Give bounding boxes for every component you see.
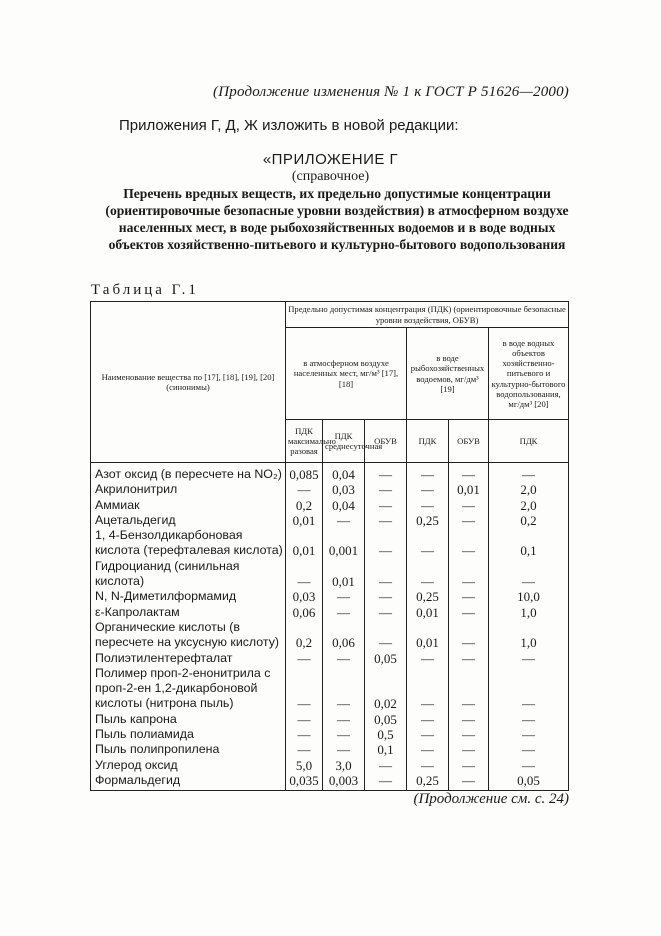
pdk-fish-value: — xyxy=(407,498,449,513)
pdk-fish-value: — xyxy=(407,727,449,742)
obuv-air-value: — xyxy=(365,605,407,620)
pdk-daily-value: — xyxy=(323,742,365,757)
pdk-fish-value: — xyxy=(407,742,449,757)
obuv-air-value: 0,05 xyxy=(365,651,407,666)
pdk-water-value: 0,05 xyxy=(489,773,569,791)
pdk-fish-value: 0,01 xyxy=(407,605,449,620)
obuv-fish-value: — xyxy=(449,528,489,559)
pdk-water-value: 0,1 xyxy=(489,528,569,559)
pdk-max-value: 0,035 xyxy=(286,773,323,791)
substance-name: Азот оксид (в пересчете на NO₂) xyxy=(91,463,286,483)
obuv-air-value: — xyxy=(365,589,407,604)
appendix-title: «ПРИЛОЖЕНИЕ Г xyxy=(262,151,399,168)
pdk-water-value: — xyxy=(489,559,569,590)
pdk-daily-value: — xyxy=(323,651,365,666)
intro-text: Приложения Г, Д, Ж изложить в новой редакции: xyxy=(119,117,459,134)
table-row xyxy=(91,605,569,620)
obuv-fish-value: — xyxy=(449,758,489,773)
substance-name: Формальдегид xyxy=(91,773,286,791)
header-pdk-water: ПДК xyxy=(489,420,569,463)
continuation-header-note: (Продолжение изменения № 1 к ГОСТ Р 51626—2000) xyxy=(213,84,569,100)
obuv-fish-value: — xyxy=(449,727,489,742)
pdk-water-value: — xyxy=(489,742,569,757)
pdk-daily-value: — xyxy=(323,727,365,742)
table-row xyxy=(91,742,569,757)
obuv-air-value: — xyxy=(365,513,407,528)
pdk-fish-value: — xyxy=(407,528,449,559)
pdk-daily-value: — xyxy=(323,513,365,528)
substance-name: Аммиак xyxy=(91,498,286,513)
pdk-fish-value: — xyxy=(407,712,449,727)
table-row xyxy=(91,773,569,791)
obuv-fish-value: — xyxy=(449,620,489,651)
pdk-fish-value: 0,25 xyxy=(407,513,449,528)
substance-name: 1, 4-Бензолдикарбоновая кислота (терефталевая кислота) xyxy=(91,528,286,559)
pdk-daily-value: 0,001 xyxy=(323,528,365,559)
header-pdk-group: Предельно допустимая концентрация (ПДК) (ориентировочные безопасные уровни воздействия, ОБУВ) xyxy=(286,302,569,328)
pdk-fish-value: — xyxy=(407,651,449,666)
pdk-daily-value: 0,003 xyxy=(323,773,365,791)
substance-name: Пыль полиамида xyxy=(91,727,286,742)
header-pdk-daily: ПДК среднесуточная xyxy=(323,420,365,463)
pdk-max-value: — xyxy=(286,666,323,712)
obuv-air-value: — xyxy=(365,463,407,483)
pdk-daily-value: — xyxy=(323,712,365,727)
header-obuv-fish: ОБУВ xyxy=(449,420,489,463)
obuv-fish-value: — xyxy=(449,589,489,604)
table-row xyxy=(91,666,569,712)
obuv-fish-value: — xyxy=(449,712,489,727)
appendix-heading: Перечень вредных веществ, их предельно допустимые концентрации (ориентировочные безопасные уровни воздействия) в атмосферном воздухе населенных мест, в воде рыбохозяйственных водоемов и в воде водных объектов хозяйственно-питьевого и культурно-бытового водопользования xyxy=(105,186,569,252)
pdk-max-value: — xyxy=(286,742,323,757)
substance-name: Акрилонитрил xyxy=(91,482,286,497)
obuv-fish-value: — xyxy=(449,651,489,666)
substance-name: Пыль полипропилена xyxy=(91,742,286,757)
substance-name: Ацетальдегид xyxy=(91,513,286,528)
pdk-table xyxy=(90,301,569,791)
obuv-air-value: 0,02 xyxy=(365,666,407,712)
pdk-max-value: 0,06 xyxy=(286,605,323,620)
substance-name: Полиэтилентерефталат xyxy=(91,651,286,666)
table-row xyxy=(91,528,569,559)
substance-name: Гидроцианид (синильная кислота) xyxy=(91,559,286,590)
pdk-max-value: 0,2 xyxy=(286,498,323,513)
table-row xyxy=(91,712,569,727)
substance-name: N, N-Диметилформамид xyxy=(91,589,286,604)
obuv-air-value: 0,1 xyxy=(365,742,407,757)
obuv-fish-value: — xyxy=(449,559,489,590)
pdk-fish-value: — xyxy=(407,666,449,712)
pdk-water-value: — xyxy=(489,651,569,666)
pdk-max-value: — xyxy=(286,727,323,742)
table-row xyxy=(91,727,569,742)
pdk-water-value: 1,0 xyxy=(489,620,569,651)
substance-name: Углерод оксид xyxy=(91,758,286,773)
pdk-daily-value: 0,04 xyxy=(323,498,365,513)
table-row xyxy=(91,620,569,651)
obuv-air-value: — xyxy=(365,528,407,559)
table-row xyxy=(91,482,569,497)
pdk-max-value: — xyxy=(286,651,323,666)
obuv-air-value: 0,05 xyxy=(365,712,407,727)
header-obuv-air: ОБУВ xyxy=(365,420,407,463)
obuv-fish-value: — xyxy=(449,513,489,528)
pdk-water-value: 2,0 xyxy=(489,482,569,497)
table-row xyxy=(91,589,569,604)
substance-name: ε-Капролактам xyxy=(91,605,286,620)
pdk-fish-value: 0,25 xyxy=(407,589,449,604)
header-pdk-fish: ПДК xyxy=(407,420,449,463)
obuv-air-value: 0,5 xyxy=(365,727,407,742)
pdk-water-value: — xyxy=(489,666,569,712)
table-row xyxy=(91,513,569,528)
obuv-fish-value: 0,01 xyxy=(449,482,489,497)
pdk-max-value: 0,2 xyxy=(286,620,323,651)
pdk-daily-value: 0,01 xyxy=(323,559,365,590)
obuv-air-value: — xyxy=(365,498,407,513)
pdk-max-value: 0,01 xyxy=(286,513,323,528)
table-row xyxy=(91,651,569,666)
header-air: в атмосферном воздухе населенных мест, мг/м³ [17], [18] xyxy=(286,328,407,420)
obuv-fish-value: — xyxy=(449,742,489,757)
obuv-air-value: — xyxy=(365,482,407,497)
pdk-daily-value: 3,0 xyxy=(323,758,365,773)
obuv-fish-value: — xyxy=(449,666,489,712)
pdk-max-value: — xyxy=(286,712,323,727)
pdk-fish-value: — xyxy=(407,463,449,483)
continuation-footer-note: (Продолжение см. с. 24) xyxy=(413,791,569,807)
pdk-fish-value: 0,25 xyxy=(407,773,449,791)
appendix-subtitle: (справочное) xyxy=(291,169,370,184)
header-drinking-water: в воде водных объектов хозяйственно-питьевого и культурно-бытового водопользования, мг/дм³ [20] xyxy=(489,328,569,420)
pdk-water-value: 10,0 xyxy=(489,589,569,604)
substance-name: Органические кислоты (в пересчете на уксусную кислоту) xyxy=(91,620,286,651)
header-fish-water: в воде рыбохозяйственных водоемов, мг/дм³ [19] xyxy=(407,328,489,420)
obuv-fish-value: — xyxy=(449,773,489,791)
table-row xyxy=(91,498,569,513)
pdk-daily-value: — xyxy=(323,666,365,712)
pdk-water-value: 2,0 xyxy=(489,498,569,513)
pdk-max-value: 5,0 xyxy=(286,758,323,773)
substance-name: Пыль капрона xyxy=(91,712,286,727)
pdk-daily-value: — xyxy=(323,589,365,604)
pdk-water-value: 1,0 xyxy=(489,605,569,620)
obuv-air-value: — xyxy=(365,559,407,590)
pdk-fish-value: 0,01 xyxy=(407,620,449,651)
pdk-water-value: — xyxy=(489,758,569,773)
table-row xyxy=(91,559,569,590)
pdk-max-value: 0,03 xyxy=(286,589,323,604)
obuv-fish-value: — xyxy=(449,605,489,620)
table-label: Таблица Г.1 xyxy=(91,282,199,298)
pdk-fish-value: — xyxy=(407,482,449,497)
header-pdk-max: ПДК максимально разовая xyxy=(286,420,323,463)
pdk-water-value: — xyxy=(489,463,569,483)
obuv-air-value: — xyxy=(365,773,407,791)
pdk-max-value: — xyxy=(286,559,323,590)
header-substance-name: Наименование вещества по [17], [18], [19], [20] (синонимы) xyxy=(91,302,286,463)
obuv-air-value: — xyxy=(365,758,407,773)
pdk-max-value: — xyxy=(286,482,323,497)
pdk-water-value: 0,2 xyxy=(489,513,569,528)
pdk-fish-value: — xyxy=(407,559,449,590)
substance-name: Полимер проп-2-енонитрила с проп-2-ен 1,2-дикарбоновой кислоты (нитрона пыль) xyxy=(91,666,286,712)
table-row xyxy=(91,463,569,483)
pdk-max-value: 0,085 xyxy=(286,463,323,483)
pdk-daily-value: 0,04 xyxy=(323,463,365,483)
table-row xyxy=(91,758,569,773)
pdk-daily-value: 0,03 xyxy=(323,482,365,497)
obuv-fish-value: — xyxy=(449,498,489,513)
pdk-fish-value: — xyxy=(407,758,449,773)
pdk-water-value: — xyxy=(489,727,569,742)
obuv-air-value: — xyxy=(365,620,407,651)
pdk-daily-value: 0,06 xyxy=(323,620,365,651)
pdk-max-value: 0,01 xyxy=(286,528,323,559)
pdk-daily-value: — xyxy=(323,605,365,620)
obuv-fish-value: — xyxy=(449,463,489,483)
pdk-water-value: — xyxy=(489,712,569,727)
